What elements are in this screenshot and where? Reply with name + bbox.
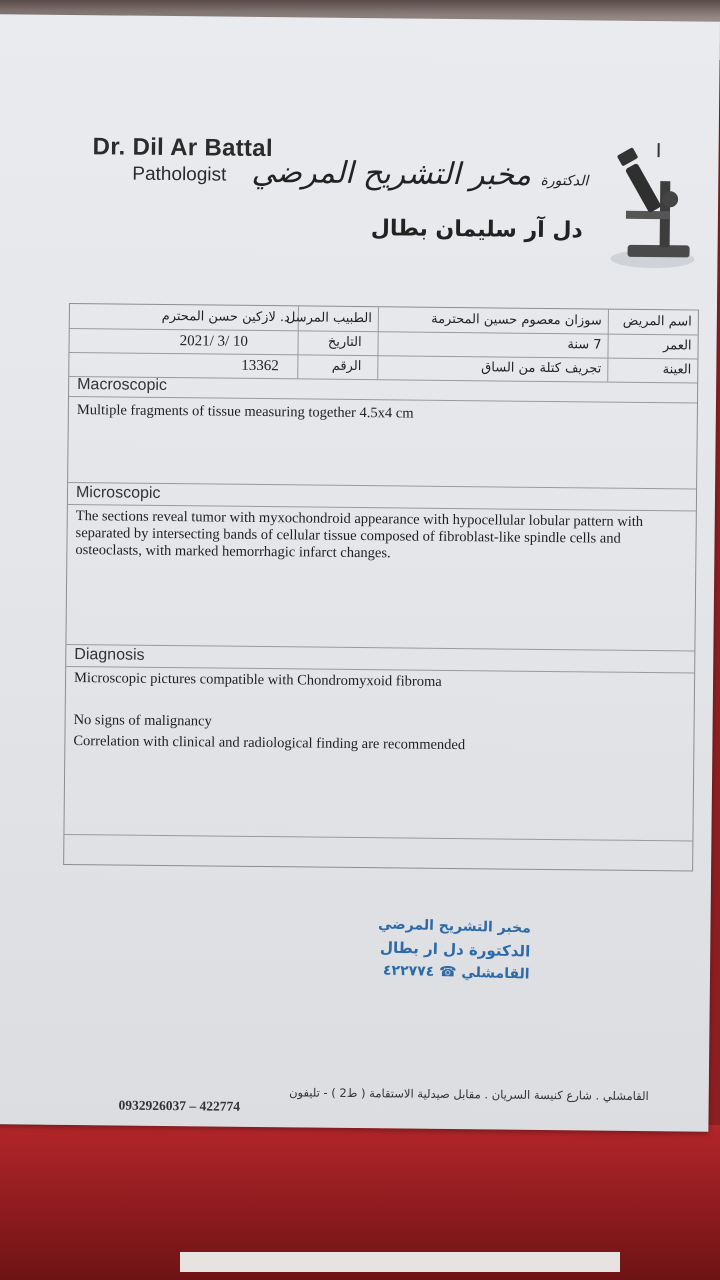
paper-edge-bottom [180,1252,620,1272]
letterhead-english [92,133,273,187]
stamp-line-2: الدكتورة دل ار بطال [379,938,531,961]
patient-name-label: اسم المريض [622,313,692,330]
microscopic-text: The sections reveal tumor with myxochondroid appearance with hypocellular lobular pattern with separated by intersecting bands of cellular tissue composed of fibroblast-like spindle cells and osteoclasts, with marked hemorrhagic infarct changes. [75,508,644,562]
diagnosis-line-1: Microscopic pictures compatible with Chondromyxoid fibroma [73,670,442,690]
footer-phones: 0932926037 – 422774 [118,1097,241,1114]
diagnosis-title: Diagnosis [74,646,145,664]
patient-name-value: سوزان معصوم حسين المحترمة [431,311,602,329]
row-divider [66,644,694,652]
macroscopic-text: Multiple fragments of tissue measuring together 4.5x4 cm [76,402,414,422]
microscopic-title: Microscopic [75,484,161,502]
diagnosis-line-3: Correlation with clinical and radiological finding are recommended [73,733,466,754]
diagnosis-line-2: No signs of malignancy [73,712,212,730]
number-value: 13362 [241,357,279,375]
doctor-prefix-arabic: الدكتورة [540,172,589,190]
stamp-line-1: مخبر التشريح المرضي [377,916,532,937]
microscope-icon [597,141,698,272]
age-label: العمر [662,338,692,354]
doctor-name: Dr. Dil Ar Battal [92,133,274,163]
row-divider [69,352,697,360]
physician-value: د. لازكين حسن المحترم [161,308,290,326]
stamp-line-3: القامشلي ☎ ٤٢٢٧٧٤ [382,962,530,983]
age-value: 7 سنة [567,337,602,353]
macroscopic-title: Macroscopic [77,376,168,394]
lab-name-arabic [251,155,588,194]
report-table [63,303,699,872]
letterhead-arabic [251,138,698,281]
footer-address-arabic: القامشلي . شارع كنيسة السريان . مقابل صيدلية الاستقامة ( ط2 ) - تليفون [289,1085,649,1104]
sample-label: العينة [662,362,692,378]
column-divider [377,307,379,379]
sample-value: تجريف كتلة من الساق [481,360,602,377]
doctor-name-arabic: دل آر سليمان بطال [370,216,583,244]
physician-label: الطبيب المرسل [285,310,372,327]
row-divider [68,482,696,490]
row-divider [64,834,692,842]
date-value: 2021/ 3/ 10 [179,333,249,350]
doctor-title: Pathologist [132,163,227,186]
number-label: الرقم [331,358,362,375]
footer-address [119,1084,649,1120]
lab-name-arabic-text: مخبر التشريح المرضي [251,154,532,193]
column-divider [607,310,609,382]
report-page [0,14,720,1131]
row-divider [70,328,698,336]
lab-stamp [329,912,531,987]
date-label: التاريخ [327,334,362,351]
